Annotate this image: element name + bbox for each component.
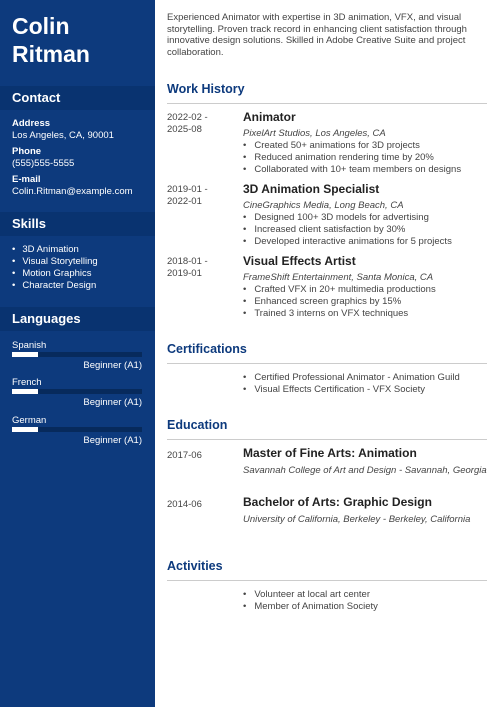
job-bullet: • Developed interactive animations for 5 projects — [243, 236, 493, 248]
phone-label: Phone — [12, 146, 42, 157]
education-heading: Education — [167, 418, 228, 432]
email-value: Colin.Ritman@example.com — [12, 186, 133, 197]
education-date: 2014-06 — [167, 499, 202, 510]
job-bullet: • Created 50+ animations for 3D projects — [243, 140, 493, 152]
language-name: French — [12, 377, 42, 388]
sidebar — [0, 0, 155, 707]
job-date-end: 2025-08 — [167, 124, 202, 135]
job-date — [167, 112, 237, 136]
education-school: University of California, Berkeley - Berkeley, California — [243, 514, 471, 525]
language-level-fill — [12, 389, 38, 394]
job-date-start: 2022-02 - — [167, 112, 208, 123]
job-title: Visual Effects Artist — [243, 254, 356, 268]
address-value: Los Angeles, CA, 90001 — [12, 130, 114, 141]
job-bullets — [243, 284, 493, 320]
job-date — [167, 184, 237, 208]
education-school: Savannah College of Art and Design - Savannah, Georgia — [243, 465, 487, 476]
job-title: Animator — [243, 110, 296, 124]
job-company: FrameShift Entertainment, Santa Monica, CA — [243, 272, 434, 283]
professional-summary: Experienced Animator with expertise in 3D animation, VFX, and visual storytelling. Proven track record in enhancing client satisfaction through innovative design solutions. Skilled in Adobe Creative Suite and project collaboration. — [167, 12, 467, 58]
education-degree: Bachelor of Arts: Graphic Design — [243, 495, 432, 509]
job-title: 3D Animation Specialist — [243, 182, 380, 196]
skills-list — [12, 244, 98, 292]
section-divider — [167, 363, 487, 364]
language-item — [12, 415, 142, 446]
language-name: Spanish — [12, 340, 47, 351]
job-date-end: 2019-01 — [167, 268, 202, 279]
activity-item: • Volunteer at local art center — [243, 589, 493, 601]
email-label: E-mail — [12, 174, 41, 185]
job-date-start: 2019-01 - — [167, 184, 208, 195]
activity-item: • Member of Animation Society — [243, 601, 493, 613]
language-item — [12, 340, 142, 371]
phone-value: (555)555-5555 — [12, 158, 75, 169]
contact-heading: Contact — [0, 86, 155, 110]
last-name: Ritman — [12, 41, 90, 67]
language-level: Beginner (A1) — [83, 397, 142, 408]
job-bullet: • Increased client satisfaction by 30% — [243, 224, 493, 236]
education-degree: Master of Fine Arts: Animation — [243, 446, 417, 460]
first-name: Colin — [12, 13, 70, 39]
language-level-bar — [12, 389, 142, 394]
job-bullet: • Designed 100+ 3D models for advertising — [243, 212, 493, 224]
work-history-heading: Work History — [167, 82, 245, 96]
section-divider — [167, 103, 487, 104]
job-date — [167, 256, 237, 280]
job-bullets — [243, 212, 493, 248]
section-divider — [167, 580, 487, 581]
skill-item: • Visual Storytelling — [12, 256, 98, 268]
candidate-name — [12, 12, 90, 68]
languages-heading: Languages — [0, 307, 155, 331]
language-level-fill — [12, 352, 38, 357]
education-date: 2017-06 — [167, 450, 202, 461]
language-level-bar — [12, 427, 142, 432]
job-bullet: • Collaborated with 10+ team members on designs — [243, 164, 493, 176]
language-item — [12, 377, 142, 408]
language-level: Beginner (A1) — [83, 435, 142, 446]
certifications-heading: Certifications — [167, 342, 247, 356]
certifications-list — [243, 372, 493, 396]
job-company: CineGraphics Media, Long Beach, CA — [243, 200, 404, 211]
skill-item: • Character Design — [12, 280, 98, 292]
job-bullet: • Reduced animation rendering time by 20% — [243, 152, 493, 164]
activities-heading: Activities — [167, 559, 223, 573]
skill-item: • Motion Graphics — [12, 268, 98, 280]
language-level-fill — [12, 427, 38, 432]
skill-item: • 3D Animation — [12, 244, 98, 256]
language-name: German — [12, 415, 47, 426]
activities-list — [243, 589, 493, 613]
address-label: Address — [12, 118, 51, 129]
section-divider — [167, 439, 487, 440]
job-company: PixelArt Studios, Los Angeles, CA — [243, 128, 386, 139]
certification-item: • Certified Professional Animator - Animation Guild — [243, 372, 493, 384]
language-level-bar — [12, 352, 142, 357]
skills-heading: Skills — [0, 212, 155, 236]
job-bullet: • Crafted VFX in 20+ multimedia productions — [243, 284, 493, 296]
job-bullet: • Trained 3 interns on VFX techniques — [243, 308, 493, 320]
language-level: Beginner (A1) — [83, 360, 142, 371]
job-date-end: 2022-01 — [167, 196, 202, 207]
job-bullets — [243, 140, 493, 176]
certification-item: • Visual Effects Certification - VFX Society — [243, 384, 493, 396]
job-date-start: 2018-01 - — [167, 256, 208, 267]
job-bullet: • Enhanced screen graphics by 15% — [243, 296, 493, 308]
